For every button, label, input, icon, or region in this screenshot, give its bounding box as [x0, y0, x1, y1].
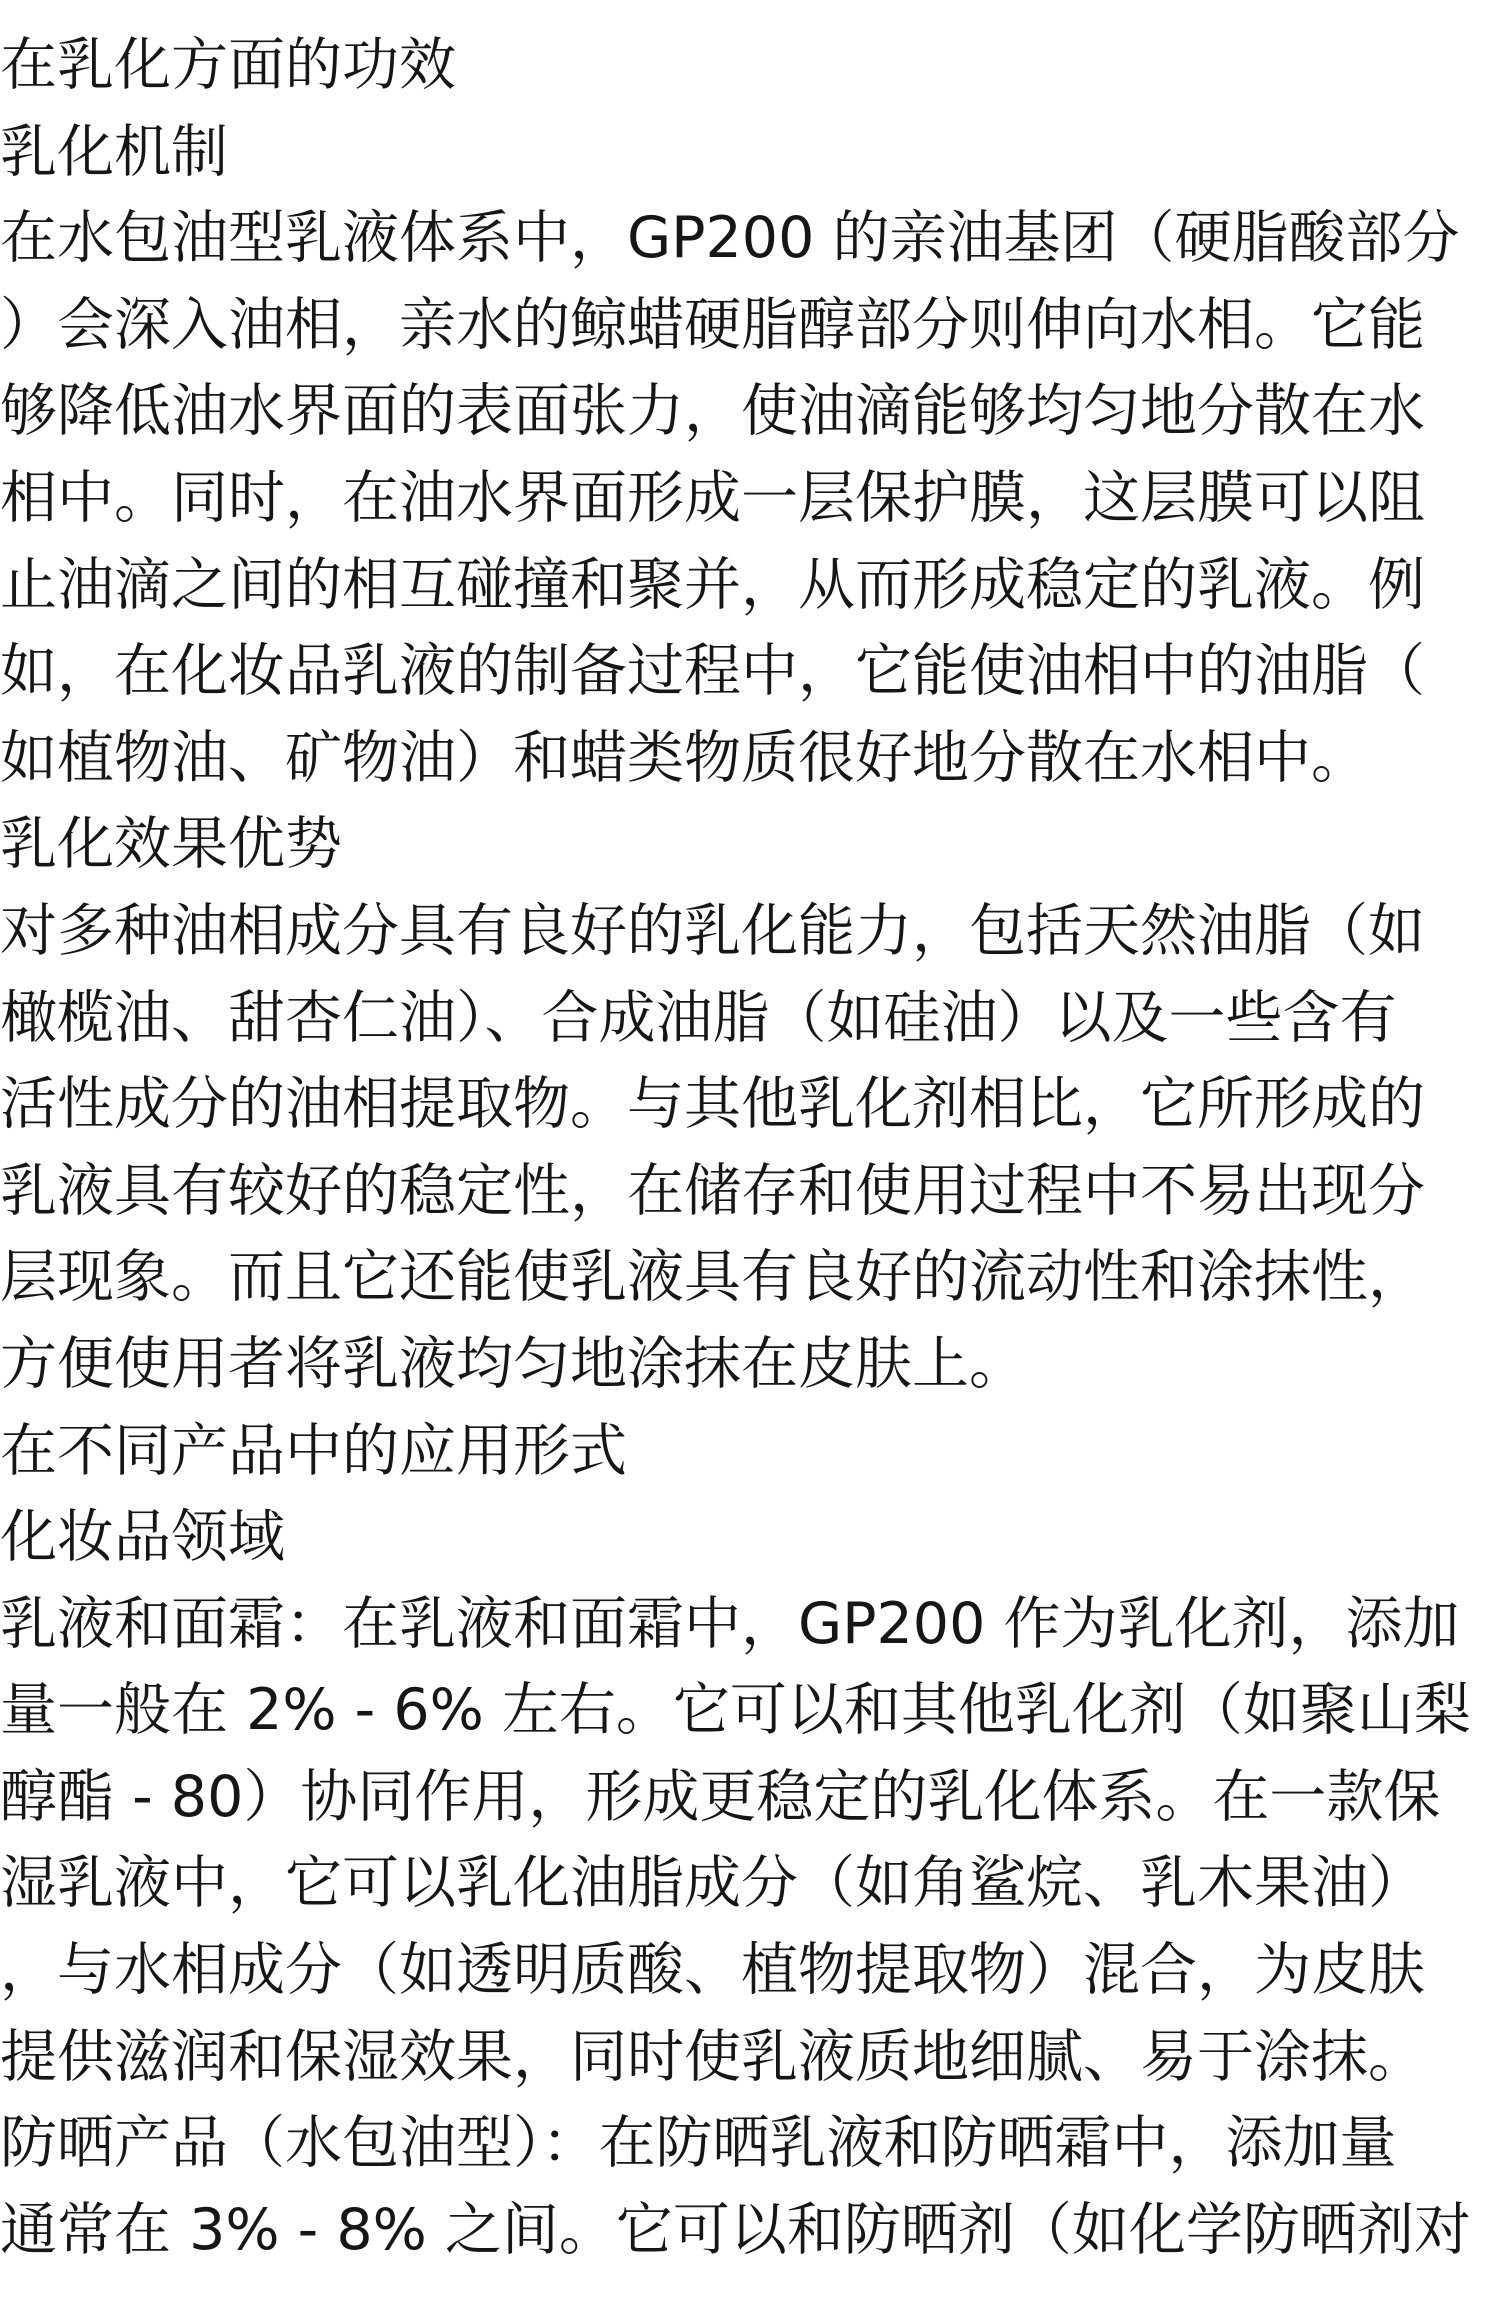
section-heading: 在乳化方面的功效 — [0, 32, 456, 98]
paragraph-line: 醇酯 - 80）协同作用，形成更稳定的乳化体系。在一款保 — [0, 1763, 1441, 1830]
paragraph-line: 提供滋润和保湿效果，同时使乳液质地细腻、易于涂抹。 — [0, 2023, 1425, 2090]
paragraph-line: 乳液具有较好的稳定性，在储存和使用过程中不易出现分 — [0, 1157, 1425, 1224]
paragraph-line: 止油滴之间的相互碰撞和聚并，从而形成稳定的乳液。例 — [0, 551, 1425, 618]
paragraph-line: 如，在化妆品乳液的制备过程中，它能使油相中的油脂（ — [0, 638, 1425, 705]
paragraph-line: 橄榄油、甜杏仁油）、合成油脂（如硅油）以及一些含有 — [0, 984, 1397, 1051]
paragraph-line: 相中。同时，在油水界面形成一层保护膜，这层膜可以阻 — [0, 464, 1425, 531]
paragraph-line: 通常在 3% - 8% 之间。它可以和防晒剂（如化学防晒剂对 — [0, 2196, 1471, 2263]
paragraph-line: 湿乳液中，它可以乳化油脂成分（如角鲨烷、乳木果油） — [0, 1850, 1425, 1917]
subsection-heading: 化妆品领域 — [0, 1504, 285, 1571]
paragraph-line: 方便使用者将乳液均匀地涂抹在皮肤上。 — [0, 1330, 1026, 1397]
paragraph-line: ，与水相成分（如透明质酸、植物提取物）混合，为皮肤 — [0, 1937, 1425, 2004]
document-body — [0, 22, 1500, 2273]
paragraph-line: 量一般在 2% - 6% 左右。它可以和其他乳化剂（如聚山梨 — [0, 1677, 1471, 1744]
paragraph-line: 够降低油水界面的表面张力，使油滴能够均匀地分散在水 — [0, 378, 1425, 445]
paragraph-line: 防晒产品（水包油型）：在防晒乳液和防晒霜中，添加量 — [0, 2110, 1397, 2177]
paragraph-line: 如植物油、矿物油）和蜡类物质很好地分散在水相中。 — [0, 724, 1368, 791]
paragraph-line: 在水包油型乳液体系中，GP200 的亲油基团（硬脂酸部分 — [0, 205, 1460, 272]
paragraph-line: 层现象。而且它还能使乳液具有良好的流动性和涂抹性， — [0, 1244, 1425, 1311]
paragraph-line: ）会深入油相，亲水的鲸蜡硬脂醇部分则伸向水相。它能 — [0, 291, 1425, 358]
subsection-heading: 乳化效果优势 — [0, 811, 342, 878]
paragraph-line: 对多种油相成分具有良好的乳化能力，包括天然油脂（如 — [0, 897, 1425, 964]
subsection-heading: 乳化机制 — [0, 118, 228, 185]
paragraph-line: 乳液和面霜：在乳液和面霜中，GP200 作为乳化剂，添加 — [0, 1590, 1460, 1657]
paragraph-line: 活性成分的油相提取物。与其他乳化剂相比，它所形成的 — [0, 1071, 1425, 1138]
section-heading: 在不同产品中的应用形式 — [0, 1417, 627, 1484]
